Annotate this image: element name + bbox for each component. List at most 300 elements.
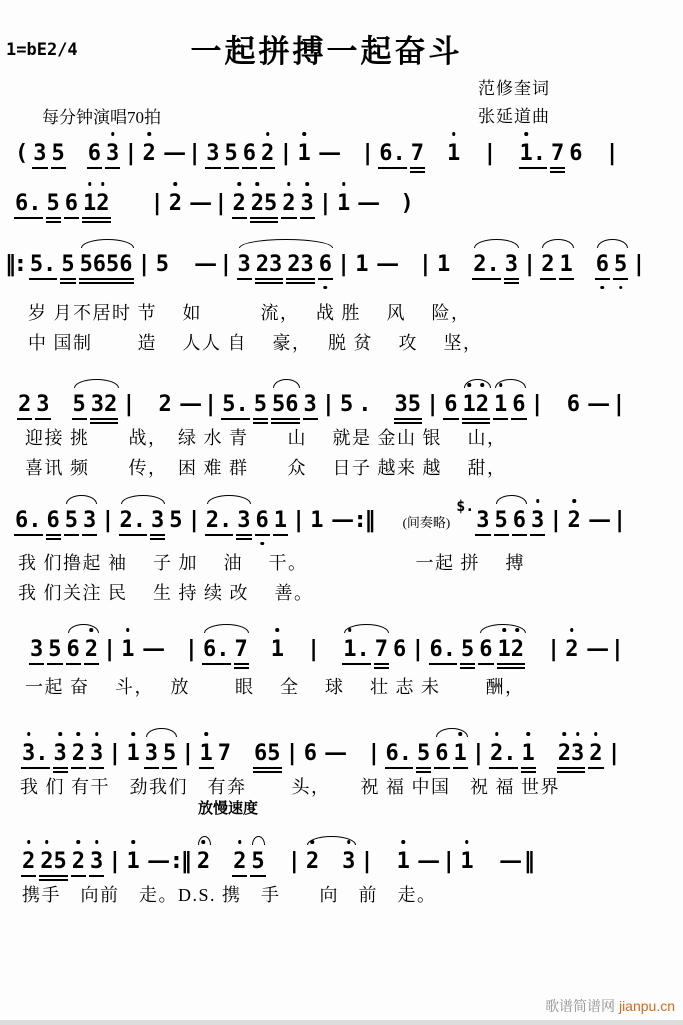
underline — [242, 167, 257, 169]
note-token: 2 — [306, 849, 319, 875]
note-token: 7 — [411, 141, 424, 167]
slur-arc — [496, 495, 527, 504]
note-token: ) — [400, 191, 414, 216]
note-token: | — [530, 392, 544, 417]
note-token: | — [547, 637, 561, 662]
note-token: | — [181, 741, 195, 766]
underline — [512, 534, 527, 536]
note-token: 6. — [430, 637, 457, 663]
note-token: 6 — [435, 741, 448, 767]
note-token: | — [279, 141, 293, 166]
note-token: — — [589, 508, 610, 533]
underline — [64, 534, 79, 536]
octave-dot-above — [131, 840, 135, 844]
underline — [232, 217, 247, 219]
slur-arc — [74, 379, 119, 388]
slur-arc — [207, 495, 251, 504]
octave-dot-above — [305, 182, 309, 186]
underline — [46, 217, 61, 219]
note-token: 3 — [301, 191, 314, 217]
underline — [550, 167, 565, 169]
underline — [521, 767, 536, 769]
notation-line — [22, 849, 540, 875]
note-token: | — [612, 392, 626, 417]
note-token: 5 — [495, 508, 508, 534]
note-token: — — [499, 849, 521, 874]
underline — [150, 538, 165, 540]
note-token: | — [321, 392, 335, 417]
octave-dot-above — [111, 132, 115, 136]
note-token: 3 — [237, 508, 250, 534]
note-token: 6. — [386, 741, 413, 767]
note-token: 6 — [243, 141, 256, 167]
note-token: | — [124, 141, 138, 166]
note-token: 35 — [395, 392, 422, 418]
underline — [66, 663, 81, 665]
note-token: 3 — [145, 741, 158, 767]
underline — [557, 767, 586, 769]
octave-dot-below — [260, 542, 264, 546]
spacer — [549, 392, 562, 418]
underline — [84, 663, 99, 665]
note-token: 7 — [235, 637, 248, 663]
note-token: 3 — [238, 252, 251, 278]
note-token: 2 — [72, 741, 85, 767]
note-token: 2 — [541, 252, 554, 278]
underline — [478, 663, 493, 665]
note-token: — — [164, 141, 185, 166]
underline — [82, 221, 111, 223]
octave-dot-above — [27, 840, 31, 844]
note-token: 5 — [225, 141, 238, 167]
notation-line — [15, 497, 631, 536]
underline — [79, 278, 134, 280]
octave-dot-above — [570, 628, 574, 632]
note-token: 23 — [287, 252, 314, 278]
underline — [394, 418, 423, 420]
note-token: | — [307, 637, 321, 662]
note-token: — — [148, 849, 169, 874]
note-token: 12 — [498, 637, 525, 663]
underline — [64, 217, 79, 219]
underline — [494, 534, 509, 536]
note-token: | — [150, 191, 164, 216]
underline — [90, 418, 119, 420]
underline — [162, 767, 177, 769]
octave-dot-above — [204, 732, 208, 736]
note-token: 6 — [444, 392, 457, 418]
spacer — [429, 141, 442, 167]
note-token: 3 — [206, 141, 219, 167]
spacer — [133, 191, 146, 217]
underline — [519, 167, 548, 169]
note-token: — — [376, 252, 398, 277]
underline — [119, 534, 148, 536]
tempo-marking: 每分钟演唱70拍 — [42, 108, 161, 127]
octave-dot-above — [131, 732, 135, 736]
note-token: 2 — [197, 849, 210, 875]
spacer — [324, 849, 337, 875]
spacer — [343, 141, 356, 167]
octave-dot-above — [77, 840, 81, 844]
note-token: 5 — [155, 252, 170, 277]
slur-arc — [495, 379, 526, 388]
note-token: ‖: — [5, 252, 25, 277]
note-token: 3 — [304, 392, 317, 418]
slur-arc — [66, 495, 97, 504]
underline — [281, 217, 296, 219]
note-token: — — [195, 252, 216, 277]
underline — [378, 167, 407, 169]
octave-dot-above — [58, 732, 62, 736]
slur-arc — [542, 239, 574, 248]
note-token: | — [122, 392, 136, 417]
note-token: :‖ — [355, 508, 376, 533]
underline — [460, 663, 475, 665]
underline — [255, 278, 284, 280]
underline — [35, 418, 50, 420]
underline — [286, 278, 315, 280]
slur-arc — [464, 379, 491, 388]
underline — [374, 667, 389, 669]
note-token: 3 — [54, 741, 67, 767]
note-token: (间奏略) — [402, 515, 451, 530]
note-token: | — [292, 508, 306, 533]
note-token: | — [471, 741, 485, 766]
note-token: | — [204, 392, 218, 417]
slur-arc — [239, 239, 333, 248]
underline — [300, 217, 315, 219]
octave-dot-above — [572, 499, 576, 503]
underline — [472, 278, 501, 280]
note-token: 6. — [203, 637, 230, 663]
note-token: . — [358, 392, 372, 417]
underline — [286, 282, 315, 284]
note-token: | — [214, 191, 228, 216]
note-token: 2 — [169, 191, 182, 217]
note-token: 1 — [460, 849, 473, 875]
underline — [232, 875, 247, 877]
note-token: — — [331, 508, 353, 533]
note-token: 1 — [121, 637, 134, 663]
underline — [253, 767, 282, 769]
underline — [205, 534, 234, 536]
underline — [21, 767, 50, 769]
note-token: 12 — [83, 191, 110, 217]
note-token: | — [103, 637, 117, 662]
note-token: 6. — [15, 191, 42, 217]
note-token: | — [411, 637, 425, 662]
underline — [530, 534, 545, 536]
note-token: 2. — [120, 508, 147, 534]
note-token: 5 — [48, 637, 61, 663]
octave-dot-above — [465, 840, 469, 844]
octave-dot-above — [495, 732, 499, 736]
underline — [72, 418, 87, 420]
spacer — [270, 849, 283, 875]
note-token: 1. — [343, 637, 370, 663]
slow-down-marking: 放慢速度 — [198, 801, 259, 817]
note-token: 2 — [22, 849, 35, 875]
note-token: 2. — [473, 252, 500, 278]
note-token: 5 — [254, 392, 267, 418]
note-token: 1 — [437, 252, 451, 277]
slur-arc — [474, 239, 519, 248]
composer-credit: 张延道曲 — [478, 107, 550, 126]
note-token: 2 — [18, 392, 31, 418]
octave-dot-above — [563, 732, 567, 736]
note-token: 5. — [222, 392, 249, 418]
lyrics-line: 岁 月不居时 节 如 流， 战 胜 风 险， — [28, 303, 471, 323]
notation-line — [18, 392, 631, 418]
notation-line — [30, 637, 629, 663]
octave-dot-above — [126, 628, 130, 632]
note-token: 2 — [72, 849, 85, 875]
octave-dot-above — [95, 840, 99, 844]
note-token: 7 — [217, 741, 231, 766]
notation-line — [5, 252, 651, 278]
note-token: 2 — [233, 849, 246, 875]
note-token: 1 — [447, 141, 460, 167]
octave-dot-above — [266, 132, 270, 136]
underline — [255, 534, 270, 536]
note-token: 5. — [30, 252, 57, 278]
underline — [60, 282, 75, 284]
note-token: 6 — [513, 508, 526, 534]
octave-dot-above — [452, 132, 456, 136]
note-token: 1 — [522, 741, 535, 767]
slur-arc — [68, 624, 99, 633]
underline — [493, 418, 508, 420]
note-token: ‖ — [523, 849, 535, 874]
note-token: 1 — [271, 637, 284, 663]
slur-arc — [146, 728, 177, 737]
underline — [550, 171, 565, 173]
underline — [47, 663, 62, 665]
note-token: 6 — [393, 637, 407, 662]
underline — [202, 663, 231, 665]
underline — [60, 278, 75, 280]
underline — [71, 767, 86, 769]
underline — [82, 217, 111, 219]
spacer — [383, 191, 396, 217]
note-token: 3 — [90, 741, 103, 767]
note-token: | — [483, 141, 497, 166]
watermark-url-link[interactable]: jianpu.cn — [618, 998, 675, 1014]
note-token: 5 — [340, 392, 354, 417]
note-token: | — [108, 741, 122, 766]
note-token: $. — [456, 497, 475, 515]
note-token: | — [610, 637, 624, 662]
note-token: 5 — [47, 191, 60, 217]
note-token: 3 — [83, 508, 96, 534]
spacer — [141, 392, 154, 418]
underline — [250, 221, 279, 223]
underline — [557, 771, 586, 773]
underline — [410, 171, 425, 173]
octave-dot-above — [576, 732, 580, 736]
underline — [250, 875, 265, 877]
note-token: | — [361, 141, 375, 166]
note-token: 5 — [61, 252, 74, 278]
note-token: | — [426, 392, 440, 417]
spacer — [578, 252, 591, 278]
underline — [453, 767, 468, 769]
watermark — [545, 996, 675, 1016]
underline — [234, 667, 249, 669]
octave-dot-above — [342, 182, 346, 186]
note-token: | — [607, 741, 621, 766]
note-token: 6 — [569, 141, 583, 166]
underline — [199, 767, 214, 769]
note-token: 3 — [531, 508, 544, 534]
note-token: | — [523, 252, 537, 277]
note-token: 2 — [261, 141, 274, 167]
note-token: | — [360, 849, 374, 874]
lyrics-line: 中 国制 造 人人 自 豪， 脱 贫 攻 坚， — [28, 333, 483, 353]
spacer — [167, 637, 180, 663]
slur-arc — [344, 624, 389, 633]
underline — [224, 167, 239, 169]
octave-dot-above — [237, 182, 241, 186]
note-token: — — [319, 141, 340, 166]
note-token: 3 — [33, 141, 46, 167]
watermark-site: 歌谱简谱网 — [545, 998, 619, 1014]
note-token: 2 — [85, 637, 98, 663]
underline — [559, 278, 574, 280]
note-token: 6 — [256, 508, 269, 534]
note-token: | — [442, 849, 456, 874]
note-token: 2 — [233, 191, 246, 217]
note-token: 3 — [36, 392, 49, 418]
note-token: | — [184, 637, 198, 662]
spacer — [529, 637, 542, 663]
underline — [462, 418, 491, 420]
octave-dot-above — [45, 840, 49, 844]
spacer — [55, 392, 68, 418]
slur-arc — [480, 624, 526, 633]
note-token: | — [137, 252, 151, 277]
lyrics-line: 携手 向前 走。D.S. 携 手 向 前 走。 — [22, 885, 437, 905]
octave-dot-above — [101, 182, 105, 186]
note-token: 65 — [254, 741, 281, 767]
note-token: | — [549, 508, 563, 533]
note-token: | — [632, 252, 646, 277]
note-token: | — [108, 849, 122, 874]
note-token: 7 — [551, 141, 564, 167]
spacer — [349, 741, 362, 767]
note-token: 6 — [512, 392, 525, 418]
note-token: | — [318, 191, 332, 216]
note-token: 23 — [558, 741, 585, 767]
note-token: | — [285, 741, 299, 766]
underline — [237, 278, 252, 280]
spacer — [115, 191, 128, 217]
underline — [21, 875, 36, 877]
note-token: 1 — [454, 741, 467, 767]
note-token: 3 — [476, 508, 489, 534]
note-token: | — [188, 141, 202, 166]
note-token: 1 — [494, 392, 507, 418]
underline — [318, 278, 333, 280]
spacer — [401, 252, 414, 278]
underline — [489, 767, 518, 769]
spacer — [70, 141, 83, 167]
slur-arc — [307, 836, 356, 845]
note-token: 3 — [342, 849, 355, 875]
note-token: 56 — [272, 392, 299, 418]
underline — [497, 667, 526, 669]
underline — [250, 217, 279, 219]
lyrics-line: 迎接 挑 战， 绿 水 青 山 就是 金山 银 山， — [25, 428, 507, 448]
underline — [271, 418, 300, 420]
note-token: 1 — [127, 741, 140, 767]
note-token: — — [418, 849, 439, 874]
note-token: 2 — [282, 191, 295, 217]
underline — [71, 875, 86, 877]
note-token: 5656 — [80, 252, 133, 278]
notation-line — [15, 141, 624, 167]
underline — [82, 534, 97, 536]
slur-arc — [597, 239, 628, 248]
underline — [14, 217, 43, 219]
note-token: 6 — [47, 508, 60, 534]
slur-arc — [198, 836, 211, 845]
spacer — [455, 252, 468, 278]
note-token: 32 — [91, 392, 118, 418]
underline — [303, 418, 318, 420]
note-token: 6 — [479, 637, 492, 663]
note-token: 5 — [614, 252, 627, 278]
note-token: 3 — [151, 508, 164, 534]
underline — [32, 167, 47, 169]
octave-dot-above — [238, 840, 242, 844]
spacer — [236, 741, 249, 767]
underline — [39, 875, 68, 877]
octave-dot-above — [536, 499, 540, 503]
octave-dot-below — [619, 286, 623, 290]
spacer — [502, 141, 515, 167]
underline — [260, 167, 275, 169]
spacer — [215, 849, 228, 875]
underline — [385, 767, 414, 769]
underline — [342, 663, 371, 665]
octave-dot-above — [77, 732, 81, 736]
note-token: | — [605, 141, 619, 166]
note-token: 6 — [319, 252, 332, 278]
note-token: 2 — [143, 141, 156, 167]
slur-arc — [273, 379, 300, 388]
note-token: 5 — [52, 141, 65, 167]
octave-dot-above — [524, 132, 528, 136]
note-token: 5 — [73, 392, 86, 418]
octave-dot-above — [401, 840, 405, 844]
underline — [89, 875, 104, 877]
note-token: 25 — [251, 191, 278, 217]
note-token: 25 — [40, 849, 67, 875]
note-token: 5 — [461, 637, 474, 663]
underline — [234, 663, 249, 665]
notation-line — [15, 191, 419, 217]
underline — [46, 538, 61, 540]
underline — [540, 278, 555, 280]
note-token: — — [358, 191, 380, 216]
underline — [14, 534, 43, 536]
note-token: | — [219, 252, 233, 277]
underline — [613, 278, 628, 280]
slur-arc — [436, 728, 468, 737]
note-token: — — [586, 637, 608, 662]
